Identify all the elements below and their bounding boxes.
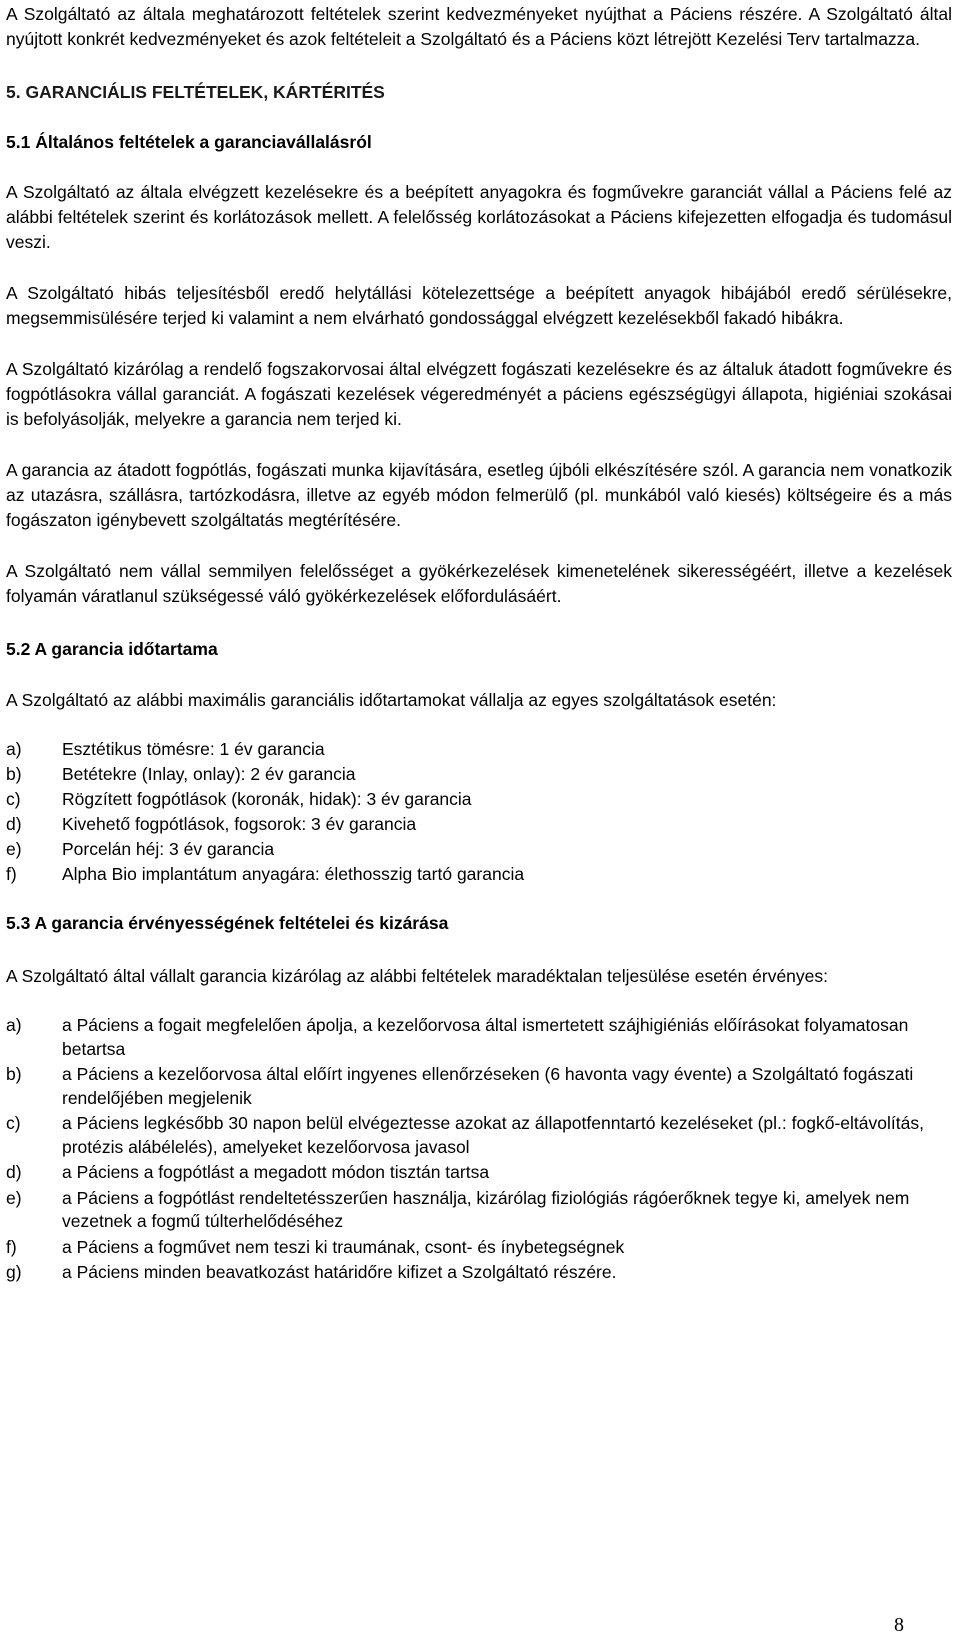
section-5-1-heading: 5.1 Általános feltételek a garanciavállalásról [6,132,372,152]
list-item [6,837,952,862]
list-item [6,762,952,787]
s51-paragraph-4: A garancia az átadott fogpótlás, fogászati munka kijavítására, esetleg újbóli elkészítésére szól. A garancia nem vonatkozik az utazásra, szállásra, tartózkodásra, illetve az egyéb módon felmerülő (pl. munkából való kiesés) költségeire és a más fogászaton igénybevett szolgáltatás megtérítésére. [6,460,952,530]
list-item-text: Kivehető fogpótlások, fogsorok: 3 év garancia [62,814,417,834]
warranty-period-list [6,737,952,887]
list-item [6,1187,952,1234]
list-marker: b) [6,764,22,784]
s53-intro: A Szolgáltató által vállalt garancia kizárólag az alábbi feltételek maradéktalan teljesülése esetén érvényes: [6,966,829,986]
list-item-text: a Páciens a fogait megfelelően ápolja, a kezelőorvosa által ismertetett szájhigiéniás előírásokat folyamatosan betartsa [62,1015,909,1059]
list-marker: b) [6,1064,22,1084]
s51-paragraph-2: A Szolgáltató hibás teljesítésből eredő helytállási kötelezettsége a beépített anyagok hibájából eredő sérülésekre, megsemmisülésére terjed ki valamint a nem elvárható gondossággal elvégzett kezelésekből fakadó hibákra. [6,283,952,328]
list-item [6,1112,952,1159]
list-item [6,787,952,812]
list-marker: g) [6,1262,22,1282]
list-item-text: a Páciens minden beavatkozást határidőre kifizet a Szolgáltató részére. [62,1262,617,1282]
list-marker: c) [6,1113,21,1133]
s52-intro: A Szolgáltató az alábbi maximális garanciális időtartamokat vállalja az egyes szolgáltatások esetén: [6,690,777,710]
list-item [6,737,952,762]
list-marker: d) [6,814,22,834]
list-marker: a) [6,739,22,759]
s51-paragraph-1: A Szolgáltató az általa elvégzett kezelésekre és a beépített anyagokra és fogművekre garanciát vállal a Páciens felé az alábbi feltételek szerint és korlátozások mellett. A felelősség korlátozásokat a Páciens kifejezetten elfogadja és tudomásul veszi. [6,182,952,252]
list-item-text: Porcelán héj: 3 év garancia [62,839,275,859]
list-item [6,1236,952,1260]
list-item-text: Alpha Bio implantátum anyagára: élethosszig tartó garancia [62,864,525,884]
list-item-text: a Páciens a fogművet nem teszi ki traumának, csont- és ínybetegségnek [62,1236,625,1257]
list-item-text: Esztétikus tömésre: 1 év garancia [62,739,325,759]
list-item [6,1261,952,1285]
list-item-text: Betétekre (Inlay, onlay): 2 év garancia [62,764,356,784]
list-item-text: a Páciens a fogpótlást a megadott módon tisztán tartsa [62,1162,490,1182]
list-item [6,862,952,887]
s51-paragraph-3: A Szolgáltató kizárólag a rendelő fogszakorvosai által elvégzett fogászati kezelésekre és az általuk átadott fogművekre és fogpótlásokra vállal garanciát. A fogászati kezelések végeredményét a páciens egészségügyi állapota, higiéniai szokásai is befolyásolják, melyekre a garancia nem terjed ki. [6,359,952,429]
section-5-heading: 5. GARANCIÁLIS FELTÉTELEK, KÁRTÉRITÉS [6,82,385,102]
intro-paragraph: A Szolgáltató az általa meghatározott feltételek szerint kedvezményeket nyújthat a Páciens részére. A Szolgáltató által nyújtott konkrét kedvezményeket és azok feltételeit a Szolgáltató és a Páciens közt létrejött Kezelési Terv tartalmazza. [6,4,952,49]
document-page [6,0,952,1285]
list-marker: e) [6,839,22,859]
list-marker: f) [6,864,17,884]
s51-paragraph-5: A Szolgáltató nem vállal semmilyen felelősséget a gyökérkezelések kimenetelének sikerességéért, illetve a kezelések folyamán váratlanul szükségessé váló gyökérkezelések előfordulásáért. [6,561,952,606]
list-marker: a) [6,1015,22,1035]
page-number: 8 [894,1614,904,1636]
list-marker: d) [6,1162,22,1182]
list-item [6,1063,952,1110]
list-item-text: Rögzített fogpótlások (koronák, hidak): 3 év garancia [62,789,472,809]
list-marker: f) [6,1236,17,1257]
list-item-text: a Páciens a kezelőorvosa által előírt ingyenes ellenőrzéseken (6 havonta vagy évente) a Szolgáltató fogászati rendelőjében megjelenik [62,1064,914,1108]
list-item-text: a Páciens a fogpótlást rendeltetésszerűen használja, kizárólag fiziológiás rágóerőknek tegye ki, amelyek nem vezetnek a fogmű túlterhelődéséhez [62,1187,910,1231]
section-5-3-heading: 5.3 A garancia érvényességének feltételei és kizárása [6,913,449,933]
list-item-text: a Páciens legkésőbb 30 napon belül elvégeztesse azokat az állapotfenntartó kezeléseket (pl.: fogkő-eltávolítás, protézis alábélelés), amelyeket kezelőorvosa javasol [62,1113,924,1157]
list-item [6,1014,952,1061]
section-5-2-heading: 5.2 A garancia időtartama [6,639,218,659]
list-marker: e) [6,1187,22,1208]
list-item [6,1161,952,1185]
list-item [6,812,952,837]
list-marker: c) [6,789,21,809]
warranty-conditions-list [6,1014,952,1285]
